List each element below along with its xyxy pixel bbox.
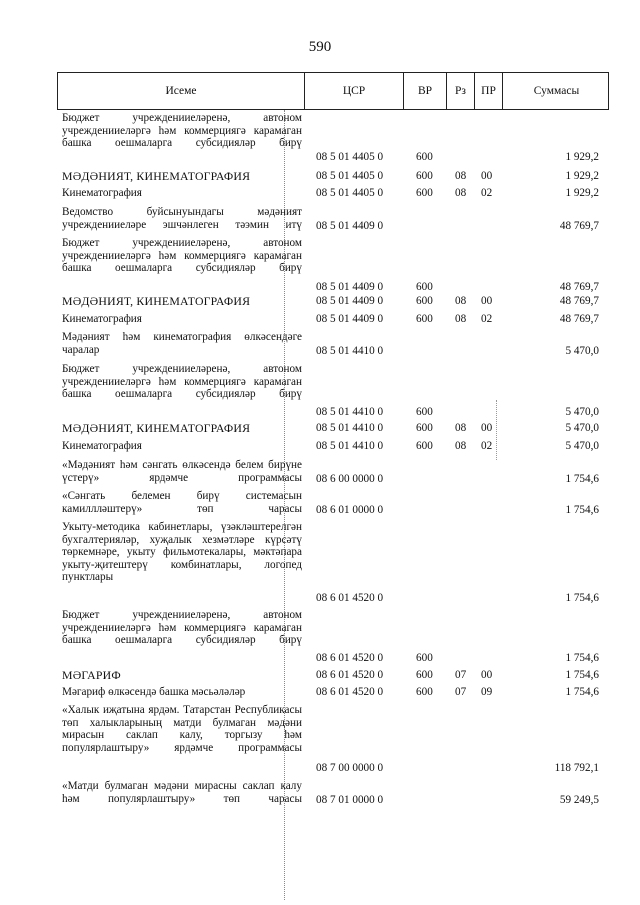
row-name: Бюджет учрежденииеләренә, автоном учрежденииеләргә һәм коммерциягә карамаган башка оешмаларга субсидияләр бирү xyxy=(62,609,302,647)
header-csr: ЦСР xyxy=(305,73,404,109)
row-vr: 600 xyxy=(416,686,433,698)
row-csr: 08 6 01 4520 0 xyxy=(316,669,384,681)
row-pr: 02 xyxy=(481,313,493,325)
row-sum: 1 754,6 xyxy=(565,686,599,698)
row-csr: 08 6 01 4520 0 xyxy=(316,686,384,698)
row-vr: 600 xyxy=(416,281,433,293)
row-pr: 00 xyxy=(481,422,493,434)
row-rz: 08 xyxy=(455,170,467,182)
row-name: «Матди булмаган мәдәни мирасны саклап калу һәм популярлаштыру» төп чарасы xyxy=(62,780,302,805)
row-pr: 00 xyxy=(481,170,493,182)
row-sum: 5 470,0 xyxy=(565,345,599,357)
row-csr: 08 5 01 4409 0 xyxy=(316,295,384,307)
row-rz: 08 xyxy=(455,187,467,199)
row-csr: 08 5 01 4409 0 xyxy=(316,313,384,325)
row-csr: 08 5 01 4409 0 xyxy=(316,220,384,232)
row-csr: 08 5 01 4410 0 xyxy=(316,440,384,452)
row-csr: 08 6 01 4520 0 xyxy=(316,592,384,604)
row-name: Кинематография xyxy=(62,440,142,452)
row-name: «Мәдәният һәм сәнгать өлкәсендә белем бирүне үстерү» ярдәмче программасы xyxy=(62,459,302,484)
header-vr: ВР xyxy=(404,73,447,109)
row-name: Мәдәният һәм кинематография өлкәсендәге чаралар xyxy=(62,331,302,356)
row-sum: 1 754,6 xyxy=(565,669,599,681)
row-sum: 48 769,7 xyxy=(559,281,599,293)
row-sum: 5 470,0 xyxy=(565,440,599,452)
row-vr: 600 xyxy=(416,313,433,325)
row-csr: 08 6 01 0000 0 xyxy=(316,504,384,516)
row-name: Укыту-методика кабинетлары, үзәкләштерелгән бухгалтерияләр, хуҗалык хезмәтләре күрсәтү төркемнәре, укыту фильмотекалары, мәктәпара укыту-җитештерү комбинатлары, логопед пунктлары xyxy=(62,521,302,584)
row-vr: 600 xyxy=(416,295,433,307)
row-pr: 00 xyxy=(481,669,493,681)
row-sum: 1 754,6 xyxy=(565,504,599,516)
row-name: Ведомство буйсынуындагы мәдәният учрежденииеләре эшчәнлеген тәэмин итү xyxy=(62,206,302,231)
row-rz: 08 xyxy=(455,440,467,452)
header-sum: Суммасы xyxy=(533,85,580,97)
row-sum: 59 249,5 xyxy=(559,794,599,806)
page-number: 590 xyxy=(308,39,332,55)
row-csr: 08 7 01 0000 0 xyxy=(316,794,384,806)
row-rz: 07 xyxy=(455,669,467,681)
row-pr: 00 xyxy=(481,295,493,307)
row-sum: 48 769,7 xyxy=(559,220,599,232)
row-csr: 08 5 01 4410 0 xyxy=(316,406,384,418)
row-vr: 600 xyxy=(416,170,433,182)
row-name: МӘДӘНИЯТ, КИНЕМАТОГРАФИЯ xyxy=(62,421,251,435)
row-name: МӘГАРИФ xyxy=(62,668,121,682)
row-rz: 08 xyxy=(455,295,467,307)
row-csr: 08 5 01 4405 0 xyxy=(316,170,384,182)
row-sum: 1 754,6 xyxy=(565,652,599,664)
row-name: Кинематография xyxy=(62,313,142,325)
row-csr: 08 6 00 0000 0 xyxy=(316,473,384,485)
row-sum: 5 470,0 xyxy=(565,406,599,418)
header-name: Исеме xyxy=(58,73,305,109)
row-name: Кинематография xyxy=(62,187,142,199)
row-pr: 09 xyxy=(481,686,493,698)
row-sum: 5 470,0 xyxy=(565,422,599,434)
row-csr: 08 6 01 4520 0 xyxy=(316,652,384,664)
row-csr: 08 5 01 4405 0 xyxy=(316,151,384,163)
row-pr: 02 xyxy=(481,187,493,199)
row-name: МӘДӘНИЯТ, КИНЕМАТОГРАФИЯ xyxy=(62,169,251,183)
row-vr: 600 xyxy=(416,422,433,434)
row-sum: 48 769,7 xyxy=(559,313,599,325)
row-name: Мәгариф өлкәсендә башка мәсьәләләр xyxy=(62,686,246,698)
row-vr: 600 xyxy=(416,406,433,418)
row-name: «Халык иҗатына ярдәм. Татарстан Республикасы төп халыкларының матди булмаган мәдәни мирасын саклап калу, торгызу һәм популярлаштыру» ярдәмче программасы xyxy=(62,704,302,754)
header-rz: Рз xyxy=(447,73,475,109)
row-sum: 1 929,2 xyxy=(565,151,599,163)
row-sum: 1 754,6 xyxy=(565,473,599,485)
row-vr: 600 xyxy=(416,151,433,163)
row-name: Бюджет учрежденииеләренә, автоном учрежденииеләргә һәм коммерциягә карамаган башка оешмаларга субсидияләр бирү xyxy=(62,363,302,401)
row-vr: 600 xyxy=(416,187,433,199)
row-csr: 08 5 01 4410 0 xyxy=(316,345,384,357)
row-rz: 08 xyxy=(455,422,467,434)
row-name: МӘДӘНИЯТ, КИНЕМАТОГРАФИЯ xyxy=(62,294,251,308)
row-rz: 08 xyxy=(455,313,467,325)
row-sum: 1 929,2 xyxy=(565,170,599,182)
row-sum: 1 754,6 xyxy=(565,592,599,604)
row-sum: 1 929,2 xyxy=(565,187,599,199)
row-sum: 48 769,7 xyxy=(559,295,599,307)
row-csr: 08 5 01 4409 0 xyxy=(316,281,384,293)
row-csr: 08 5 01 4410 0 xyxy=(316,422,384,434)
row-csr: 08 7 00 0000 0 xyxy=(316,762,384,774)
row-name: Бюджет учрежденииеләренә, автоном учрежденииеләргә һәм коммерциягә карамаган башка оешмаларга субсидияләр бирү xyxy=(62,237,302,275)
row-vr: 600 xyxy=(416,652,433,664)
row-vr: 600 xyxy=(416,669,433,681)
header-pr: ПР xyxy=(475,73,503,109)
row-name: «Сәнгать белемен бирү системасын камиллләштерү» төп чарасы xyxy=(62,490,302,515)
row-rz: 07 xyxy=(455,686,467,698)
row-vr: 600 xyxy=(416,440,433,452)
row-name: Бюджет учрежденииеләренә, автоном учрежденииеләргә һәм коммерциягә карамаган башка оешмаларга субсидияләр бирү xyxy=(62,112,302,150)
row-csr: 08 5 01 4405 0 xyxy=(316,187,384,199)
row-pr: 02 xyxy=(481,440,493,452)
row-sum: 118 792,1 xyxy=(554,762,599,774)
